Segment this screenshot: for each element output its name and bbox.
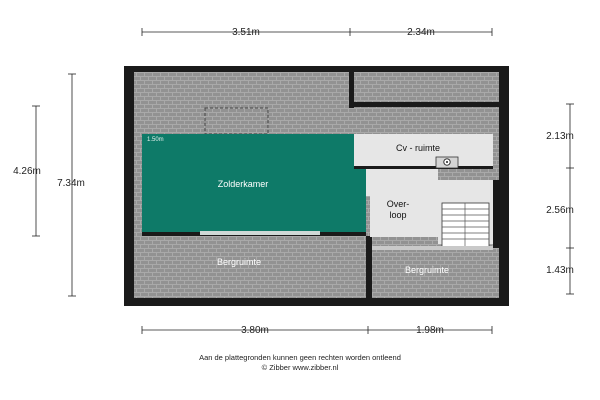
bergruimte-right-label: Bergruimte xyxy=(404,265,450,275)
bergruimte-left-label: Bergruimte xyxy=(216,257,262,267)
knee-wall-line xyxy=(372,246,493,250)
disclaimer-text: Aan de plattegronden kunnen geen rechten worden ontleend xyxy=(199,353,401,362)
interior-wall xyxy=(349,102,499,107)
dim-left-2: 7.34m xyxy=(57,178,85,189)
dim-top-2: 2.34m xyxy=(407,27,435,38)
dim-top-1: 3.51m xyxy=(232,27,260,38)
dim-right-1: 2.13m xyxy=(546,131,574,142)
dim-bottom-2: 1.98m xyxy=(416,325,444,336)
knee-wall-line xyxy=(200,231,320,235)
door-opening xyxy=(366,168,370,196)
overloop-label-1: Over- xyxy=(386,199,410,209)
cv-ruimte-label: Cv - ruimte xyxy=(395,143,441,153)
stairs xyxy=(442,203,489,247)
dim-right-3: 1.43m xyxy=(546,265,574,276)
interior-wall xyxy=(366,236,372,298)
dim-bottom-1: 3.80m xyxy=(241,325,269,336)
height-marker: 1.50m xyxy=(147,137,164,143)
copyright-text: © Zibber www.zibber.nl xyxy=(261,363,339,372)
dim-right-2: 2.56m xyxy=(546,205,574,216)
zolderkamer-label: Zolderkamer xyxy=(217,179,269,189)
dim-left-1: 4.26m xyxy=(13,166,41,177)
overloop-label-2: loop xyxy=(389,210,407,220)
